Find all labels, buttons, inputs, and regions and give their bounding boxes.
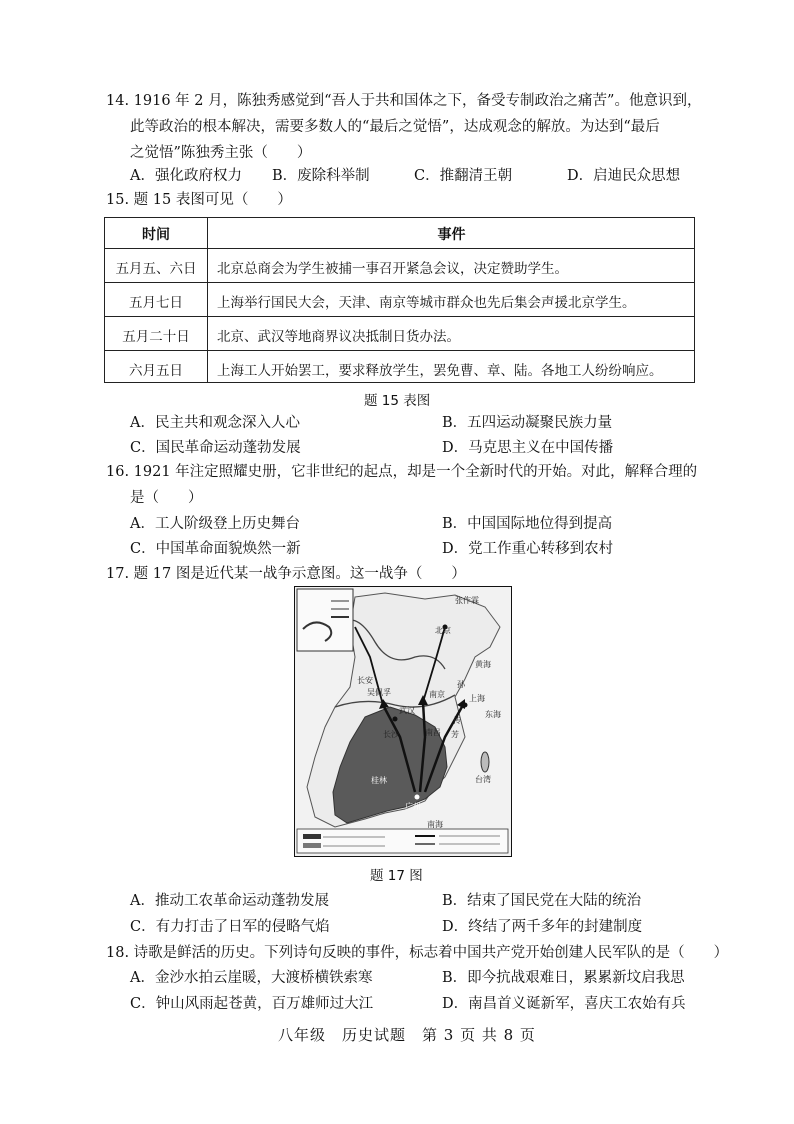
label-fang: 芳 bbox=[451, 730, 459, 739]
table-row bbox=[105, 350, 694, 383]
q14-line3: 之觉悟”陈独秀主张（ ） bbox=[130, 145, 312, 161]
q17-option-b: B．结束了国民党在大陆的统治 bbox=[442, 893, 642, 909]
page-footer: 八年级 历史试题 第 3 页 共 8 页 bbox=[278, 1026, 536, 1044]
q14-option-d: D．启迪民众思想 bbox=[567, 168, 681, 184]
q14-line2: 此等政治的根本解决，需要多数人的“最后之觉悟”，达成观念的解放。为达到“最后 bbox=[130, 119, 660, 135]
q16-option-d: D．党工作重心转移到农村 bbox=[442, 541, 614, 557]
q15-table bbox=[104, 217, 695, 383]
q16-line2: 是（ ） bbox=[130, 490, 203, 506]
q14-option-b: B．废除科举制 bbox=[272, 168, 370, 184]
city-dot bbox=[393, 717, 398, 722]
taiwan-island bbox=[481, 752, 489, 772]
label-nanjing: 南京 bbox=[429, 690, 445, 699]
city-dot bbox=[463, 703, 468, 708]
label-yellow-sea: 黄海 bbox=[475, 660, 491, 669]
q16-line1: 16. 1921 年注定照耀史册，它非世纪的起点，却是一个全新时代的开始。对此，解释合理的 bbox=[106, 464, 698, 480]
q14-line1: 14. 1916 年 2 月，陈独秀感觉到“吾人于共和国体之下，备受专制政治之痛苦”。他意识到， bbox=[106, 93, 702, 109]
label-shanghai: 上海 bbox=[469, 694, 485, 703]
legend-swatch bbox=[303, 834, 321, 839]
table-cell-time: 五月七日 bbox=[129, 295, 183, 311]
label-changan: 长安 bbox=[357, 676, 373, 685]
q15-option-d: D．马克思主义在中国传播 bbox=[442, 440, 614, 456]
label-wu: 吴佩孚 bbox=[367, 688, 391, 697]
table-header-row bbox=[105, 218, 694, 248]
war-map-svg bbox=[295, 587, 510, 855]
table-row bbox=[105, 316, 694, 351]
q17-option-a: A．推动工农革命运动蓬勃发展 bbox=[130, 893, 329, 909]
table-cell-time: 五月二十日 bbox=[122, 329, 190, 345]
q14-option-a: A．强化政府权力 bbox=[130, 168, 242, 184]
q15-option-c: C．国民革命运动蓬勃发展 bbox=[130, 440, 301, 456]
q17-map bbox=[294, 586, 512, 857]
table-cell-event: 北京、武汉等地商界议决抵制日货办法。 bbox=[217, 329, 460, 345]
label-changsha: 长沙 bbox=[383, 730, 399, 739]
table-cell-event: 北京总商会为学生被捕一事召开紧急会议，决定赞助学生。 bbox=[217, 261, 568, 277]
map-inset-legend bbox=[297, 589, 353, 651]
table-cell-event: 上海举行国民大会，天津、南京等城市群众也先后集会声援北京学生。 bbox=[217, 295, 636, 311]
city-dot bbox=[421, 700, 426, 705]
q18-option-a: A．金沙水拍云崖暖，大渡桥横铁索寒 bbox=[130, 970, 373, 986]
q16-option-c: C．中国革命面貌焕然一新 bbox=[130, 541, 301, 557]
q17-caption: 题 17 图 bbox=[370, 868, 423, 884]
q18-stem: 18. 诗歌是鲜活的历史。下列诗句反映的事件，标志着中国共产党开始创建人民军队的是（ ） bbox=[106, 945, 729, 961]
q18-option-d: D．南昌首义诞新军，喜庆工农始有兵 bbox=[442, 996, 686, 1012]
q14-option-c: C．推翻清王朝 bbox=[414, 168, 513, 184]
q16-option-a: A．工人阶级登上历史舞台 bbox=[130, 516, 300, 532]
q15-option-b: B．五四运动凝聚民族力量 bbox=[442, 415, 613, 431]
label-east-sea: 东海 bbox=[485, 710, 501, 719]
label-sun: 孙 bbox=[457, 680, 465, 689]
q18-option-b: B．即今抗战艰难日，累累新坟启我思 bbox=[442, 970, 685, 986]
label-south-sea: 南海 bbox=[427, 820, 443, 829]
q17-stem: 17. 题 17 图是近代某一战争示意图。这一战争（ ） bbox=[106, 566, 466, 582]
label-taiwan: 台湾 bbox=[475, 775, 491, 784]
q17-option-d: D．终结了两千多年的封建制度 bbox=[442, 919, 643, 935]
city-dot bbox=[415, 795, 420, 800]
q15-caption: 题 15 表图 bbox=[364, 393, 431, 409]
q16-option-b: B．中国国际地位得到提高 bbox=[442, 516, 613, 532]
q17-option-c: C．有力打击了日军的侵略气焰 bbox=[130, 919, 330, 935]
label-chuan: 传 bbox=[453, 716, 461, 725]
map-bottom-legend bbox=[297, 829, 508, 853]
q15-stem: 15. 题 15 表图可见（ ） bbox=[106, 192, 292, 208]
table-header-event: 事件 bbox=[437, 227, 466, 243]
q18-option-c: C．钟山风雨起苍黄，百万雄师过大江 bbox=[130, 996, 374, 1012]
table-row bbox=[105, 248, 694, 283]
q15-option-a: A．民主共和观念深入人心 bbox=[130, 415, 300, 431]
table-cell-time: 六月五日 bbox=[129, 363, 183, 379]
label-beijing: 北京 bbox=[435, 626, 451, 635]
label-guilin: 桂林 bbox=[371, 776, 387, 785]
table-row bbox=[105, 282, 694, 317]
table-cell-time: 五月五、六日 bbox=[115, 261, 197, 277]
table-header-time: 时间 bbox=[142, 227, 170, 243]
label-wuhan: 武汉 bbox=[399, 706, 415, 715]
table-cell-event: 上海工人开始罢工，要求释放学生，罢免曹、章、陆。各地工人纷纷响应。 bbox=[217, 363, 663, 379]
label-nanchang: 南昌 bbox=[425, 728, 441, 737]
label-guangzhou: 广州 bbox=[405, 802, 421, 811]
legend-swatch bbox=[303, 843, 321, 848]
label-zhang: 张作霖 bbox=[455, 596, 479, 605]
